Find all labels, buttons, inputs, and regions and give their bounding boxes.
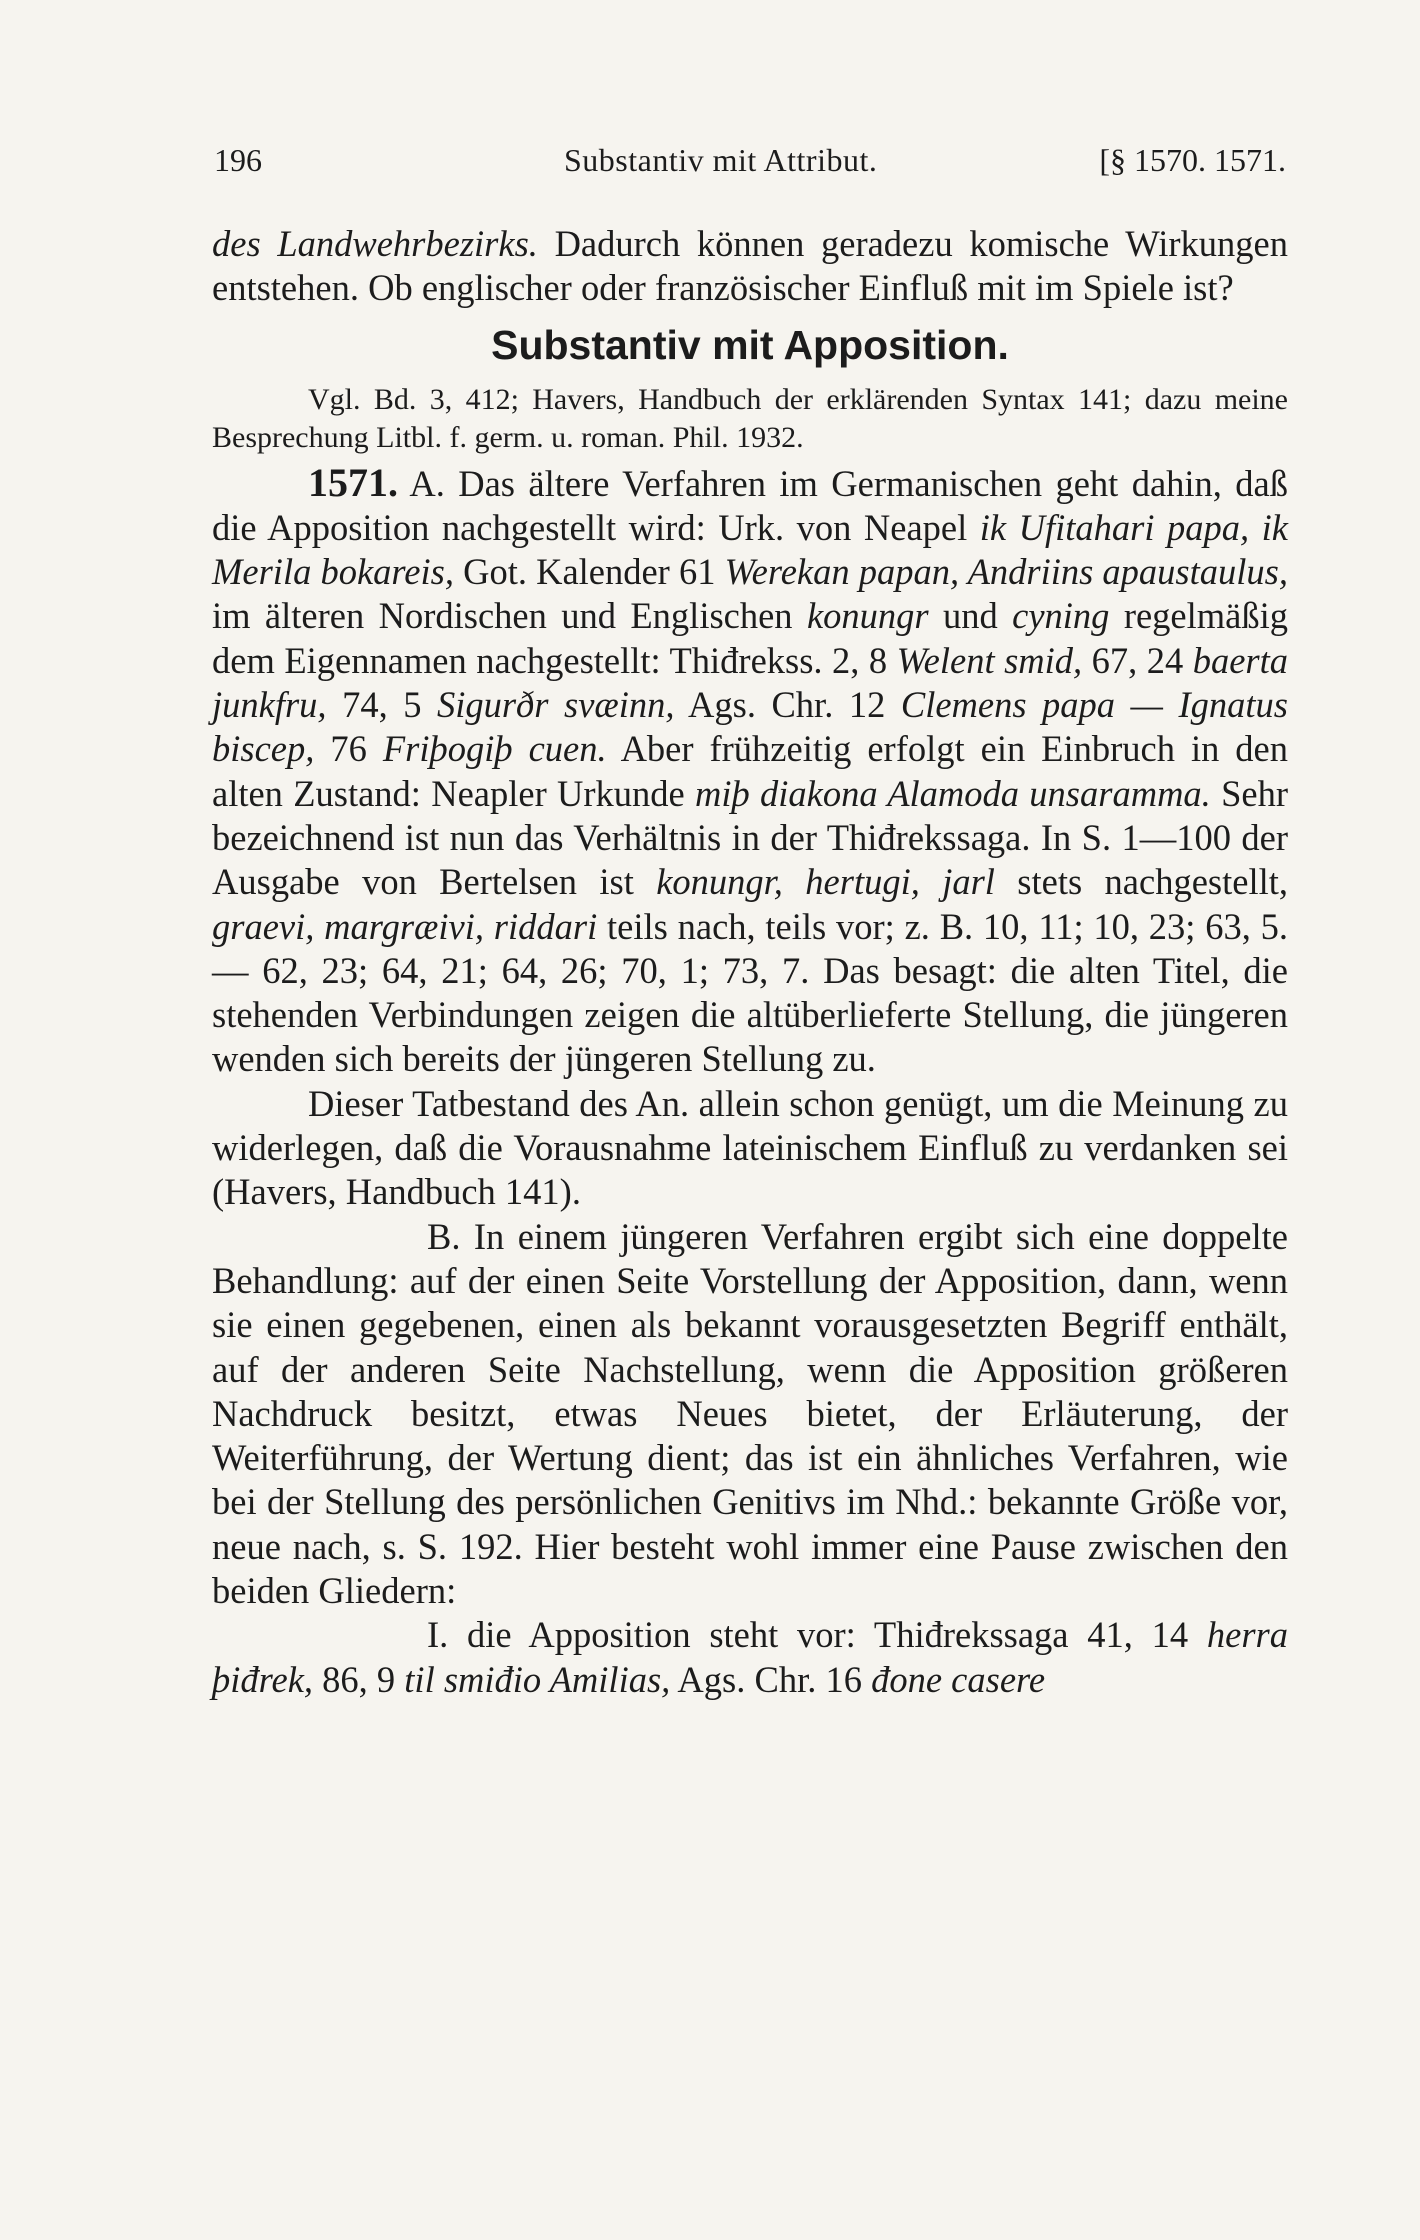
paragraph-b: B. In einem jüngeren Verfahren ergibt sich eine doppelte Behandlung: auf der einen Seite Vorstellung der Apposition, dann, wenn sie einen gegebenen, einen als bekannt vorausgesetzten Begriff enthält, auf der anderen Seite Nachstellung, wenn die Apposition größeren Nachdruck besitzt, etwas Neues bietet, der Erläuterung, der Weiterführung, der Wertung dient; das ist ein ähnliches Verfahren, wie bei der Stellung des persönlichen Genitivs im Nhd.: bekannte Größe vor, neue nach, s. S. 192. Hier besteht wohl immer eine Pause zwischen den beiden Gliedern: [212, 1215, 1288, 1612]
text-run: Ags. Chr. 16 [670, 1658, 872, 1700]
italic-example: Werekan papan, Andriins apaustaulus, [724, 551, 1288, 593]
section-range: [§ 1570. 1571. [1099, 142, 1286, 178]
text-run: regelmäßig dem Eigennamen nachgestellt: Thiđrekss. 2, 8 [212, 595, 1289, 681]
text-run: Sehr bezeichnend ist nun das Verhältnis in der Thiđrekssaga. In S. 1—100 der Ausgabe von Bertelsen ist [212, 772, 1288, 903]
page-body [212, 222, 1288, 1702]
italic-term: des Landwehrbezirks. [212, 223, 538, 264]
text-run: 76 [314, 728, 383, 770]
italic-example: miþ diakona Alamoda unsaramma. [695, 772, 1211, 814]
text-run: Dadurch können geradezu komische Wirkungen entstehen. Ob englischer oder französischer Einfluß mit im Spiele ist? [212, 223, 1288, 309]
text-run: im älteren Nordischen und Englischen [212, 595, 807, 637]
italic-example: konungr, hertugi, jarl [656, 861, 995, 903]
italic-example: cyning [1012, 595, 1110, 637]
italic-example: til smiđio Amilias, [404, 1658, 671, 1700]
italic-example: baerta junkfru, [212, 639, 1288, 726]
text-run: 74, 5 [326, 684, 437, 726]
text-run: I. die Apposition steht vor: Thiđrekssaga 41, 14 [427, 1614, 1207, 1656]
paragraph-continuation [212, 222, 1288, 311]
text-run: stets nachgestellt, [994, 861, 1288, 903]
section-number: 1571. [308, 459, 398, 505]
paragraph-i [212, 1613, 1288, 1702]
text-run: teils nach, teils vor; z. B. 10, 11; 10, 23; 63, 5. — 62, 23; 64, 21; 64, 26; 70, 1; 73, 7. Das besagt: die alten Titel, die stehenden Verbindungen zeigen die altüberlieferte Stellung, die jüngeren wenden sich bereits der jüngeren Stellung zu. [212, 905, 1288, 1080]
page-number: 196 [214, 142, 262, 178]
italic-example: đone casere [871, 1658, 1046, 1700]
italic-example: herra þiđrek, [212, 1614, 1288, 1700]
text-run: 86, 9 [313, 1658, 405, 1700]
italic-example: konungr [806, 595, 929, 637]
paragraph-1571 [212, 461, 1288, 1082]
italic-example: Welent smid, [896, 639, 1083, 681]
italic-example: graevi, margræivi, riddari [212, 905, 598, 947]
text-run: und [928, 595, 1013, 637]
text-run: A. Das ältere Verfahren im Germanischen geht dahin, daß die Apposition nachgestellt wird: Urk. von Neapel [212, 462, 1288, 548]
italic-example: Friþogiþ cuen. [382, 728, 607, 770]
paragraph-latin-influence: Dieser Tatbestand des An. allein schon genügt, um die Meinung zu widerlegen, daß die Vorausnahme lateinischem Einfluß zu verdanken sei (Havers, Handbuch 141). [212, 1082, 1288, 1213]
text-run: Ags. Chr. 12 [674, 684, 901, 726]
reference-note: Vgl. Bd. 3, 412; Havers, Handbuch der erklärenden Syntax 141; dazu meine Besprechung Litbl. f. germ. u. roman. Phil. 1932. [212, 382, 1288, 454]
italic-example: ik Ufitahari papa, ik Merila bokareis, [212, 506, 1289, 593]
section-heading: Substantiv mit Apposition. [491, 321, 1009, 368]
text-run: 67, 24 [1082, 639, 1193, 681]
text-run: Got. Kalender 61 [453, 551, 725, 593]
italic-example: Sigurðr svæinn, [436, 684, 675, 726]
running-title: Substantiv mit Attribut. [564, 142, 878, 178]
italic-example: Clemens papa — Ignatus biscep, [212, 684, 1289, 770]
text-run: Aber frühzeitig erfolgt ein Einbruch in den alten Zustand: Neapler Urkunde [212, 728, 1289, 814]
